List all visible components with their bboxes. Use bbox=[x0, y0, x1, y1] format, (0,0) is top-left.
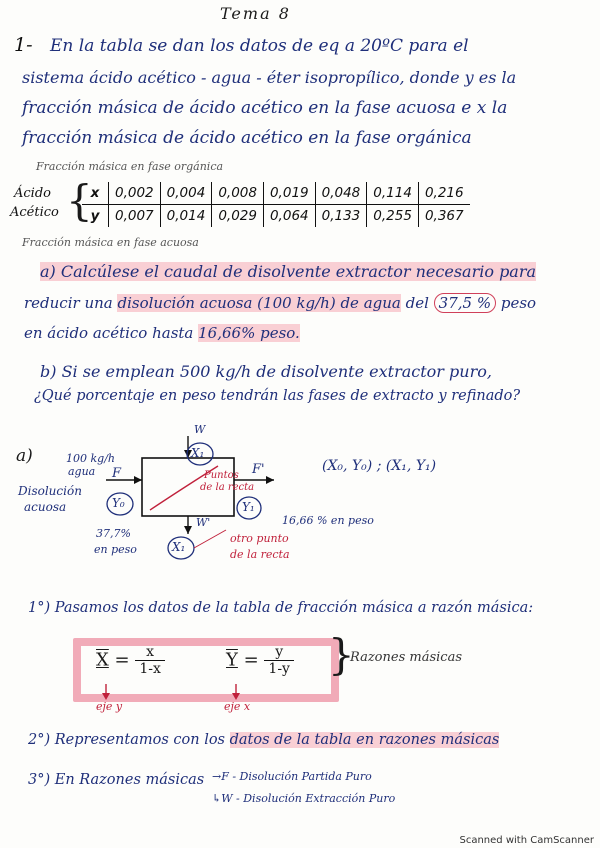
problem-line-2: sistema ácido acético - agua - éter isopropílico, donde y es la bbox=[22, 68, 517, 87]
step-1-text: 1°) Pasamos los datos de la tabla de fracción másica a razón másica: bbox=[28, 600, 534, 616]
step-3-item-2-text: W - Disolución Extracción Puro bbox=[221, 792, 396, 805]
step-2-highlight: datos de la tabla en razones másicas bbox=[229, 732, 500, 748]
Y-fraction bbox=[264, 644, 294, 677]
axis-arrows bbox=[0, 682, 600, 712]
question-a-line-3 bbox=[24, 324, 300, 342]
table-cell: 0,216 bbox=[418, 182, 469, 205]
table-top-label: Fracción másica en fase orgánica bbox=[36, 160, 224, 173]
formula-X: X = $\frac{x}{1-x}$ bbox=[96, 644, 165, 677]
other-point-2: de la recta bbox=[230, 548, 290, 561]
table-cell: 0,255 bbox=[367, 205, 419, 228]
axis-y-label: eje y bbox=[96, 700, 123, 713]
problem-line-4: fracción másica de ácido acético en la fase orgánica bbox=[22, 128, 472, 148]
table-cell: 0,048 bbox=[315, 182, 367, 205]
question-a-line2-mid: del bbox=[400, 294, 434, 312]
problem-number: 1- bbox=[14, 34, 33, 56]
X-numerator: x bbox=[135, 644, 165, 661]
question-a-line-2 bbox=[24, 294, 536, 312]
step-2-pre: 2°) Representamos con los bbox=[28, 732, 230, 748]
pct-out: 16,66 % en peso bbox=[282, 514, 374, 527]
question-a-line2-post: peso bbox=[496, 294, 537, 312]
pointer-line bbox=[194, 530, 226, 548]
table-side-label-2: Acético bbox=[10, 205, 59, 220]
table-cell: 0,007 bbox=[109, 205, 161, 228]
problem-line-3: fracción másica de ácido acético en la fase acuosa e x la bbox=[22, 98, 508, 118]
table-cell: 0,008 bbox=[212, 182, 264, 205]
Y-denominator: 1-y bbox=[268, 661, 290, 677]
step-3-item-2: ↳W - Disolución Extracción Puro bbox=[212, 792, 396, 805]
table-side-label-1: Ácido bbox=[14, 186, 51, 201]
X-denominator: 1-x bbox=[139, 661, 161, 677]
raffinate-arrowhead bbox=[266, 476, 274, 484]
data-table bbox=[82, 182, 470, 227]
F-prime: F' bbox=[252, 462, 265, 477]
brace-label: Razones másicas bbox=[350, 650, 462, 665]
table-brace: { bbox=[66, 176, 93, 225]
extraction-diagram bbox=[0, 430, 600, 570]
pct-in-2: en peso bbox=[94, 543, 137, 556]
scanner-footer: Scanned with CamScanner bbox=[459, 835, 594, 846]
arrowhead-eje-x bbox=[232, 693, 240, 700]
table-cell: 0,029 bbox=[212, 205, 264, 228]
question-b-line-1: b) Si se emplean 500 kg/h de disolvente extractor puro, bbox=[40, 362, 492, 381]
question-a-text: a) Calcúlese el caudal de disolvente extractor necesario para bbox=[40, 262, 537, 281]
formula-brace: } bbox=[328, 630, 355, 679]
table-cell: 0,004 bbox=[160, 182, 212, 205]
table-cell: 0,367 bbox=[418, 205, 469, 228]
feed-rate: 100 kg/h bbox=[66, 452, 115, 465]
feed-arrowhead bbox=[134, 476, 142, 484]
y1-symbol: Y₁ bbox=[242, 500, 255, 514]
Y-symbol: Y bbox=[226, 649, 238, 671]
step-3: 3°) En Razones másicas bbox=[28, 772, 205, 788]
axis-x-label: eje x bbox=[224, 700, 251, 713]
formula-Y: Y = $\frac{y}{1-y}$ bbox=[226, 644, 294, 677]
points-label-2: de la recta bbox=[200, 482, 255, 493]
W-label: W bbox=[194, 423, 206, 436]
table-var-x: x bbox=[82, 182, 109, 205]
question-a-line-1 bbox=[40, 262, 536, 281]
question-a-line2-highlight: disolución acuosa (100 kg/h) de agua bbox=[117, 294, 401, 312]
table-cell: 0,133 bbox=[315, 205, 367, 228]
step-3-item-1: →F - Disolución Partida Puro bbox=[212, 770, 372, 783]
question-a-line2-pre: reducir una bbox=[24, 294, 118, 312]
extract-arrowhead bbox=[184, 526, 192, 534]
table-var-y: y bbox=[90, 208, 100, 224]
step-3-item-1-text: F - Disolución Partida Puro bbox=[221, 770, 372, 783]
table-cell: 0,002 bbox=[109, 182, 161, 205]
points-label-1: Puntos bbox=[204, 470, 239, 481]
dis-label-1: Disolución bbox=[18, 484, 82, 498]
feed-F: F bbox=[112, 466, 122, 481]
arrowhead-eje-y bbox=[102, 693, 110, 700]
table-bottom-label: Fracción másica en fase acuosa bbox=[22, 236, 199, 249]
table-cell: 0,014 bbox=[160, 205, 212, 228]
y0-symbol: Y₀ bbox=[112, 496, 125, 510]
table-cell: 0,114 bbox=[367, 182, 419, 205]
question-a-line3-highlight: 16,66% peso. bbox=[198, 324, 300, 342]
table-cell: 0,064 bbox=[263, 205, 315, 228]
X-symbol: X bbox=[96, 649, 109, 671]
X-fraction bbox=[135, 644, 165, 677]
table-row-x bbox=[82, 182, 470, 205]
coordinate-pairs: (X₀, Y₀) ; (X₁, Y₁) bbox=[322, 458, 437, 474]
question-b-line-2: ¿Qué porcentaje en peso tendrán las fases de extracto y refinado? bbox=[34, 388, 521, 404]
question-a-percent-circled: 37,5 % bbox=[434, 293, 496, 313]
step-2 bbox=[28, 732, 499, 748]
feed-water: agua bbox=[68, 465, 96, 478]
question-a-line3-pre: en ácido acético hasta bbox=[24, 324, 199, 342]
other-point-1: otro punto bbox=[230, 532, 289, 545]
diagram-label: a) bbox=[16, 446, 33, 466]
page-title: Tema 8 bbox=[220, 4, 291, 23]
x1-top-symbol: X₁ bbox=[191, 446, 205, 460]
W-prime: W' bbox=[196, 516, 211, 529]
dis-label-2: acuosa bbox=[24, 500, 67, 514]
Y-numerator: y bbox=[264, 644, 294, 661]
table-row-y bbox=[82, 205, 470, 228]
pct-in: 37,7% bbox=[96, 527, 131, 540]
x1-bottom-symbol: X₁ bbox=[172, 540, 186, 554]
table-cell: 0,019 bbox=[263, 182, 315, 205]
problem-line-1: En la tabla se dan los datos de eq a 20ºC para el bbox=[50, 36, 469, 56]
